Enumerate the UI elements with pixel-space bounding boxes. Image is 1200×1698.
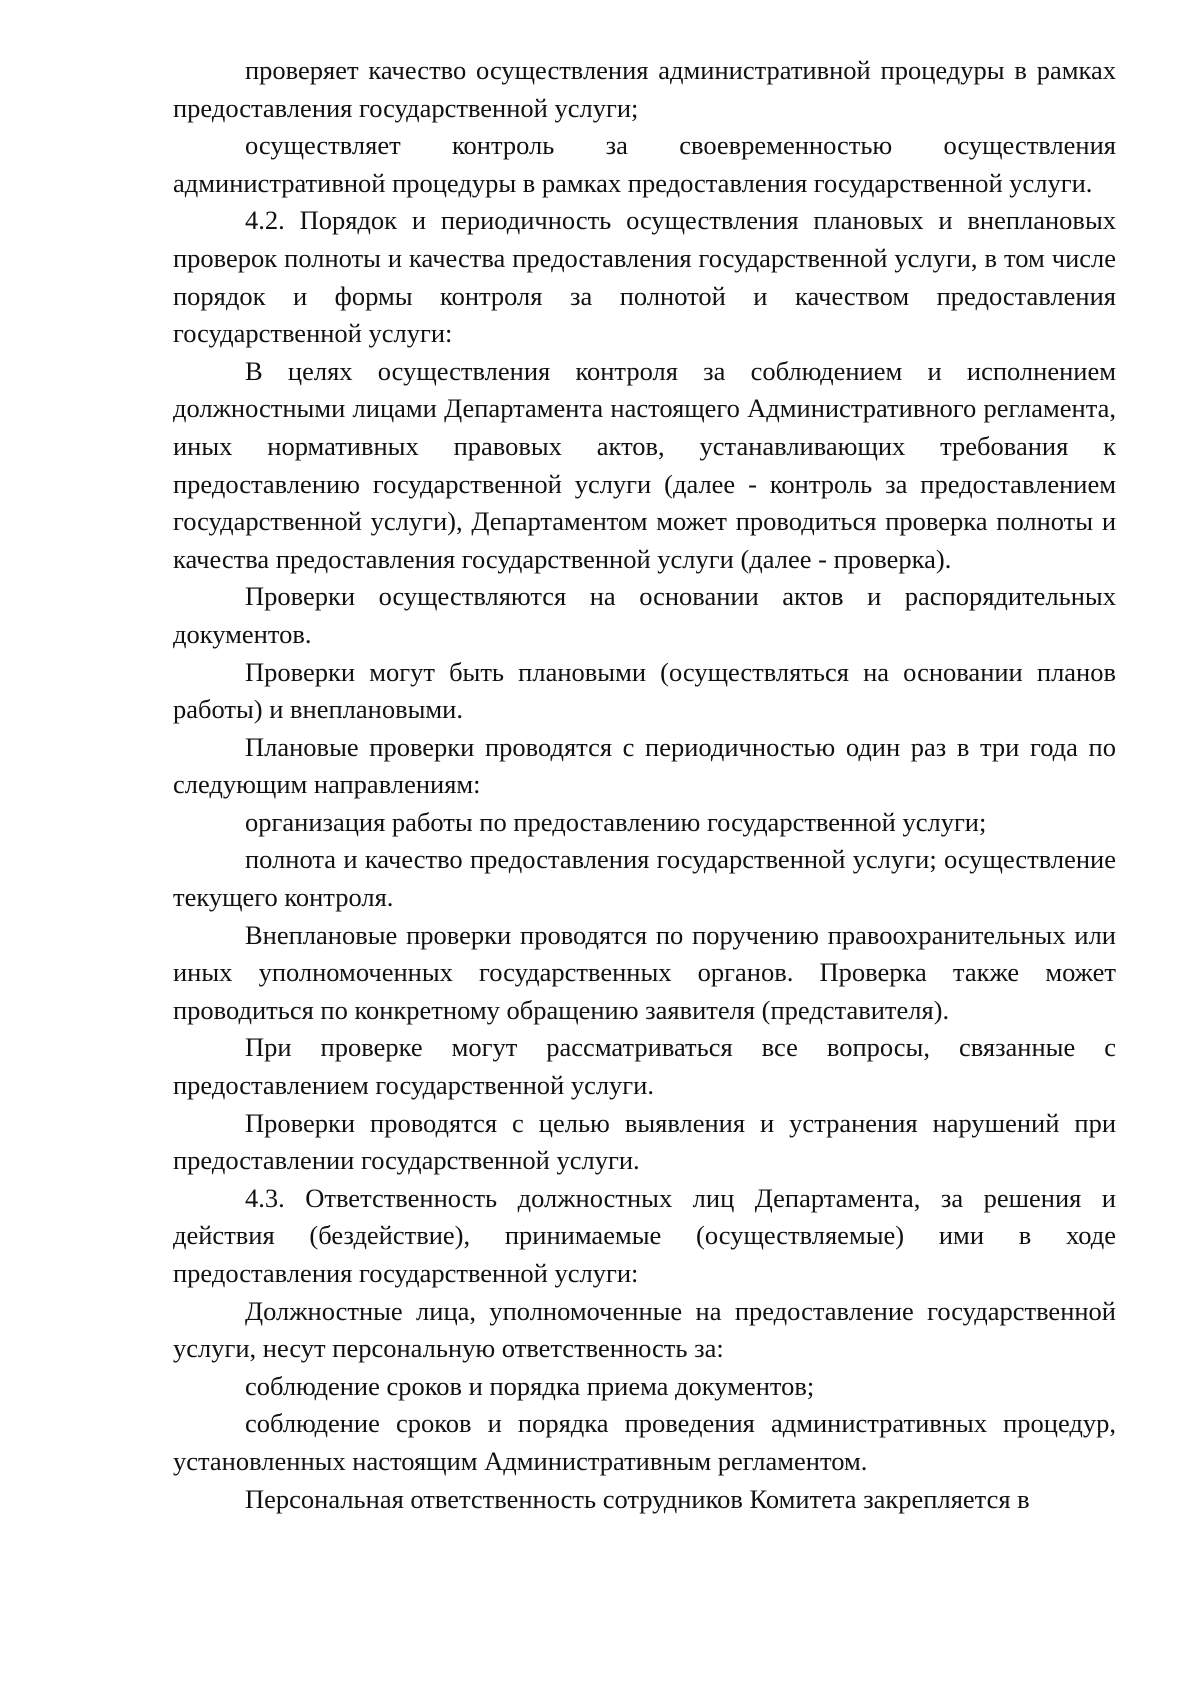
paragraph-direction-organization: организация работы по предоставлению государственной услуги; bbox=[245, 806, 987, 837]
paragraph-section-4-3: 4.3. Ответственность должностных лиц Департамента, за решения и действия (бездействие), принимаемые (осуществляемые) ими в ходе предоставления государственной услуги: bbox=[173, 1182, 1116, 1288]
paragraph-timeliness-control: осуществляет контроль за своевременностью осуществления административной процедуры в рамках предоставления государственной услуги. bbox=[173, 130, 1116, 198]
paragraph-officials-responsibility: Должностные лица, уполномоченные на предоставление государственной услуги, несут персональную ответственность за: bbox=[173, 1295, 1116, 1364]
paragraph-quality-check: проверяет качество осуществления административной процедуры в рамках предоставления государственной услуги; bbox=[173, 55, 1116, 123]
paragraph-unplanned-checks: Внеплановые проверки проводятся по поручению правоохранительных или иных уполномоченных государственных органов. Проверка также может проводиться по конкретному обращению заявителя (представителя). bbox=[173, 919, 1116, 1025]
document-page bbox=[173, 52, 1116, 1518]
paragraph-planned-checks: Плановые проверки проводятся с периодичностью один раз в три года по следующим направлениям: bbox=[173, 731, 1116, 800]
paragraph-check-goal: Проверки проводятся с целью выявления и устранения нарушений при предоставлении государственной услуги. bbox=[173, 1107, 1116, 1176]
paragraph-documents-deadlines: соблюдение сроков и порядка приема документов; bbox=[245, 1370, 815, 1401]
paragraph-check-questions: При проверке могут рассматриваться все вопросы, связанные с предоставлением государственной услуги. bbox=[173, 1032, 1116, 1101]
paragraph-checks-types: Проверки могут быть плановыми (осуществляться на основании планов работы) и внеплановыми. bbox=[173, 656, 1116, 725]
paragraph-direction-completeness: полнота и качество предоставления государственной услуги; осуществление текущего контроля. bbox=[173, 844, 1116, 913]
paragraph-personal-responsibility: Персональная ответственность сотрудников Комитета закрепляется в bbox=[245, 1483, 1030, 1514]
paragraph-procedures-deadlines: соблюдение сроков и порядка проведения административных процедур, установленных настоящим Административным регламентом. bbox=[173, 1408, 1116, 1476]
paragraph-section-4-2: 4.2. Порядок и периодичность осуществления плановых и внеплановых проверок полноты и качества предоставления государственной услуги, в том числе порядок и формы контроля за полнотой и качеством предоставления государственной услуги: bbox=[173, 205, 1116, 349]
paragraph-control-purpose: В целях осуществления контроля за соблюдением и исполнением должностными лицами Департамента настоящего Административного регламента, иных нормативных правовых актов, устанавливающих требования к предоставлению государственной услуги (далее - контроль за предоставлением государственной услуги), Департаментом может проводиться проверка полноты и качества предоставления государственной услуги (далее - проверка). bbox=[173, 355, 1116, 574]
paragraph-checks-basis: Проверки осуществляются на основании актов и распорядительных документов. bbox=[173, 581, 1116, 649]
